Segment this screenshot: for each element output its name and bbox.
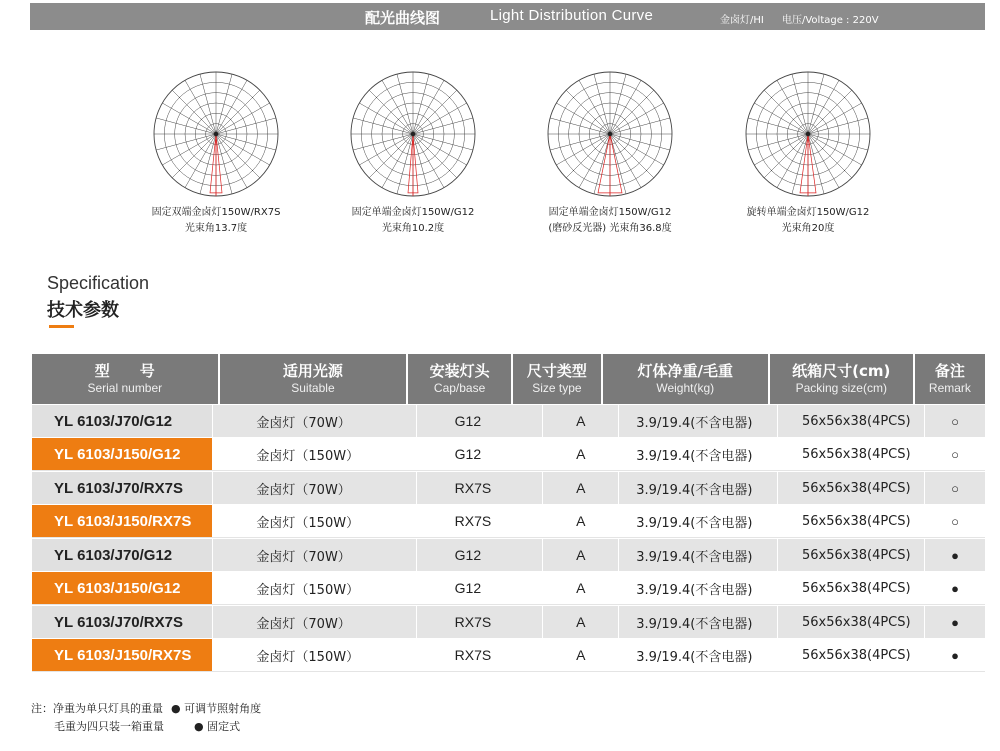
curve-caption-line1: 旋转单端金卤灯150W/G12 [746,207,870,218]
cell-weight: 3.9/19.4(不含电器) [619,438,778,470]
cell-weight: 3.9/19.4(不含电器) [619,505,778,537]
title-bar [30,3,985,30]
cell-serial: YL 6103/J70/G12 [32,405,213,437]
polar-diagram [540,64,680,204]
cell-serial: YL 6103/J150/RX7S [32,639,213,671]
curve-title-en: Light Distribution Curve [490,7,654,24]
spec-title-en: Specification [47,273,150,293]
note-gross-weight: 毛重为四只装一箱重量 [54,720,164,733]
spec-table [32,354,985,672]
curve-title-zh: 配光曲线图 [365,9,441,27]
cell-cap: G12 [417,438,544,470]
cell-serial: YL 6103/J150/G12 [32,572,213,604]
cell-serial: YL 6103/J70/RX7S [32,606,213,638]
cell-suitable: 金卤灯（70W） [213,472,416,504]
voltage-label: 电压/Voltage : 220V [782,15,879,26]
cell-serial: YL 6103/J70/G12 [32,539,213,571]
cell-weight: 3.9/19.4(不含电器) [619,405,778,437]
cell-packing: 56x56x38(4PCS) [778,639,925,671]
polar-diagram [343,64,483,204]
spec-title-zh: 技术参数 [47,300,119,321]
cell-suitable: 金卤灯（70W） [213,539,416,571]
cell-serial: YL 6103/J150/RX7S [32,505,213,537]
cell-size: A [543,539,619,571]
curve-caption-line1: 固定单端金卤灯150W/G12 [548,207,672,218]
cell-weight: 3.9/19.4(不含电器) [619,472,778,504]
cell-cap: RX7S [417,505,544,537]
polar-diagram [146,64,286,204]
curve-caption-line1: 固定单端金卤灯150W/G12 [351,207,475,218]
cell-weight: 3.9/19.4(不含电器) [619,606,778,638]
cell-remark: ● [951,647,959,663]
cell-packing: 56x56x38(4PCS) [778,606,925,638]
table-row [32,438,985,471]
cell-size: A [543,472,619,504]
col-header-cap: 安装灯头 Cap/base [408,354,513,404]
cell-packing: 56x56x38(4PCS) [778,572,925,604]
cell-packing: 56x56x38(4PCS) [778,405,925,437]
col-header-packing: 纸箱尺寸(cm) Packing size(cm) [770,354,915,404]
cell-packing: 56x56x38(4PCS) [778,472,925,504]
polar-curve-3 [530,64,690,236]
cell-cap: RX7S [417,606,544,638]
polar-curve-4 [728,64,888,236]
col-header-suitable: 适用光源 Suitable [220,354,409,404]
cell-packing: 56x56x38(4PCS) [778,438,925,470]
cell-suitable: 金卤灯（150W） [213,572,416,604]
table-row [32,572,985,605]
col-header-remark: 备注 Remark [928,362,971,395]
cell-weight: 3.9/19.4(不含电器) [619,639,778,671]
curve-caption-line1: 固定双端金卤灯150W/RX7S [151,207,281,218]
cell-remark: ● [951,580,959,596]
note-fixed: ● 固定式 [194,720,241,733]
cell-cap: G12 [417,539,544,571]
note-net-weight: 注：净重为单只灯具的重量 [31,702,163,715]
footnotes [31,700,261,736]
cell-suitable: 金卤灯（70W） [213,405,416,437]
col-header-weight: 灯体净重/毛重 Weight(kg) [603,354,770,404]
polar-curve-2 [333,64,493,236]
cell-size: A [543,405,619,437]
cell-packing: 56x56x38(4PCS) [778,505,925,537]
cell-size: A [543,572,619,604]
polar-curve-1 [136,64,296,236]
cell-remark: ● [951,547,959,563]
note-adjustable: ● 可调节照射角度 [171,702,262,715]
cell-suitable: 金卤灯（150W） [213,438,416,470]
curve-caption-line2: (磨砂反光器) 光束角36.8度 [548,223,672,234]
cell-remark: ○ [951,480,959,496]
curve-caption-line2: 光束角20度 [781,223,835,234]
col-header-size: 尺寸类型 Size type [513,354,603,404]
cell-suitable: 金卤灯（70W） [213,606,416,638]
cell-remark: ○ [951,413,959,429]
spec-underline [49,325,74,328]
cell-cap: RX7S [417,472,544,504]
cell-serial: YL 6103/J150/G12 [32,438,213,470]
cell-cap: RX7S [417,639,544,671]
cell-remark: ○ [951,513,959,529]
cell-size: A [543,606,619,638]
table-header [32,354,985,404]
cell-cap: G12 [417,405,544,437]
table-row [32,405,985,437]
polar-diagram [738,64,878,204]
table-row [32,472,985,504]
table-row [32,539,985,571]
curve-caption-line2: 光束角13.7度 [184,223,248,234]
lamp-type: 金卤灯/HI [720,15,764,26]
cell-size: A [543,505,619,537]
col-header-serial: 型 号 Serial number [32,354,220,404]
cell-remark: ○ [951,446,959,462]
cell-packing: 56x56x38(4PCS) [778,539,925,571]
table-row [32,505,985,538]
cell-serial: YL 6103/J70/RX7S [32,472,213,504]
curve-caption-line2: 光束角10.2度 [381,223,445,234]
cell-weight: 3.9/19.4(不含电器) [619,572,778,604]
cell-weight: 3.9/19.4(不含电器) [619,539,778,571]
cell-cap: G12 [417,572,544,604]
cell-suitable: 金卤灯（150W） [213,505,416,537]
cell-suitable: 金卤灯（150W） [213,639,416,671]
table-row [32,606,985,638]
cell-size: A [543,438,619,470]
table-row [32,639,985,672]
cell-size: A [543,639,619,671]
cell-remark: ● [951,614,959,630]
